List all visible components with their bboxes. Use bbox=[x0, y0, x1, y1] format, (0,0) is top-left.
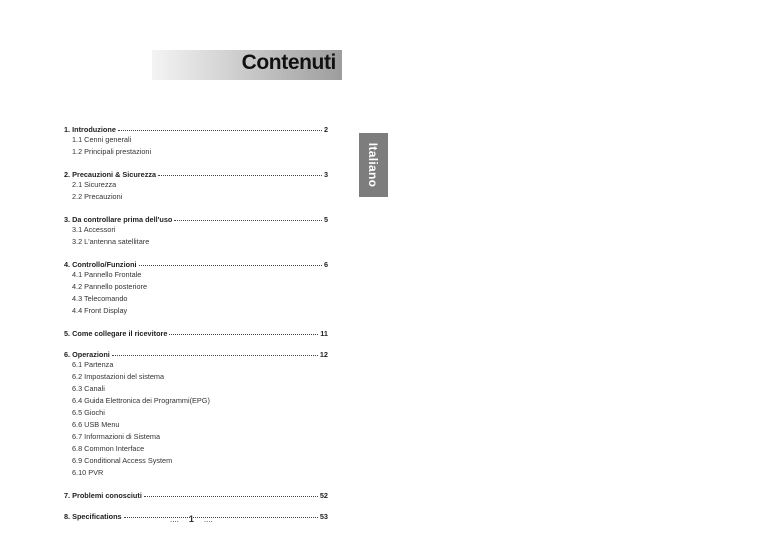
toc-section-row[interactable] bbox=[64, 324, 328, 338]
toc-section-title: 6. Operazioni bbox=[64, 350, 110, 359]
toc-dot-leader bbox=[139, 264, 322, 266]
toc-subitem[interactable]: 2.1 Sicurezza bbox=[72, 180, 117, 189]
toc-subitem[interactable]: 6.7 Informazioni di Sistema bbox=[72, 432, 161, 441]
toc-dot-leader bbox=[169, 333, 318, 335]
language-tab-label: Italiano bbox=[366, 142, 381, 188]
toc-subitem[interactable]: 4.2 Pannello posteriore bbox=[72, 282, 148, 291]
toc-section-row[interactable] bbox=[64, 345, 328, 359]
language-tab bbox=[359, 133, 388, 197]
toc-dot-leader bbox=[158, 174, 322, 176]
toc-section bbox=[64, 324, 328, 338]
toc-subitem[interactable]: 4.1 Pannello Frontale bbox=[72, 270, 142, 279]
toc-page-number: 2 bbox=[323, 125, 328, 134]
toc-section bbox=[64, 255, 328, 317]
toc-page-number: 6 bbox=[323, 260, 328, 269]
toc-subitem[interactable]: 6.8 Common Interface bbox=[72, 444, 145, 453]
toc-subitem[interactable]: 1.2 Principali prestazioni bbox=[72, 147, 152, 156]
toc-dot-leader bbox=[118, 129, 322, 131]
toc-section-row[interactable] bbox=[64, 120, 328, 134]
title-bar bbox=[152, 50, 342, 80]
toc-subitem[interactable]: 4.4 Front Display bbox=[72, 306, 128, 315]
toc-page-number: 53 bbox=[319, 512, 328, 521]
toc-section-title: 7. Problemi conosciuti bbox=[64, 491, 142, 500]
toc-page-number: 52 bbox=[319, 491, 328, 500]
toc-dot-leader bbox=[144, 495, 318, 497]
toc-subitem[interactable]: 4.3 Telecomando bbox=[72, 294, 128, 303]
toc-subitem[interactable]: 6.10 PVR bbox=[72, 468, 104, 477]
toc-dot-leader bbox=[174, 219, 322, 221]
toc-page-number: 11 bbox=[320, 329, 328, 338]
footer-dots-right: .... bbox=[203, 514, 213, 524]
toc-subitem[interactable]: 3.1 Accessori bbox=[72, 225, 116, 234]
toc-page-number: 3 bbox=[323, 170, 328, 179]
toc-section-title: 8. Specifications bbox=[64, 512, 122, 521]
toc-subitem[interactable]: 6.3 Canali bbox=[72, 384, 105, 393]
toc-subitem[interactable]: 6.1 Partenza bbox=[72, 360, 114, 369]
page-title: Contenuti bbox=[241, 51, 336, 74]
toc-subitem[interactable]: 6.4 Guida Elettronica dei Programmi(EPG) bbox=[72, 396, 210, 405]
toc-section-row[interactable] bbox=[64, 486, 328, 500]
toc-subitem[interactable]: 6.5 Giochi bbox=[72, 408, 105, 417]
toc-subitem[interactable]: 2.2 Precauzioni bbox=[72, 192, 123, 201]
page-number: 1 bbox=[188, 514, 194, 524]
toc-section-row[interactable] bbox=[64, 165, 328, 179]
toc-section bbox=[64, 345, 328, 479]
toc-section bbox=[64, 165, 328, 203]
footer-dots-left: .... bbox=[170, 514, 179, 524]
toc-page-number: 5 bbox=[323, 215, 328, 224]
toc-page-number: 12 bbox=[319, 350, 328, 359]
toc-subitem[interactable]: 6.9 Conditional Access System bbox=[72, 456, 173, 465]
toc-section-title: 4. Controllo/Funzioni bbox=[64, 260, 137, 269]
toc-subitem[interactable]: 1.1 Cenni generali bbox=[72, 135, 132, 144]
toc-section-title: 5. Come collegare il ricevitore bbox=[64, 329, 168, 338]
toc-section-title: 2. Precauzioni & Sicurezza bbox=[64, 170, 157, 179]
toc-section-title: 3. Da controllare prima dell'uso bbox=[64, 215, 173, 224]
toc-subitem[interactable]: 3.2 L'antenna satellitare bbox=[72, 237, 150, 246]
toc-section-row[interactable] bbox=[64, 255, 328, 269]
toc-section bbox=[64, 210, 328, 248]
toc-section-title: 1. Introduzione bbox=[64, 125, 116, 134]
toc-section bbox=[64, 486, 328, 500]
toc-section bbox=[64, 120, 328, 158]
toc-subitem[interactable]: 6.6 USB Menu bbox=[72, 420, 120, 429]
toc-subitem[interactable]: 6.2 Impostazioni del sistema bbox=[72, 372, 165, 381]
toc-dot-leader bbox=[124, 516, 318, 518]
page-footer bbox=[170, 514, 213, 524]
toc-dot-leader bbox=[112, 354, 318, 356]
table-of-contents bbox=[64, 120, 328, 528]
toc-section-row[interactable] bbox=[64, 210, 328, 224]
